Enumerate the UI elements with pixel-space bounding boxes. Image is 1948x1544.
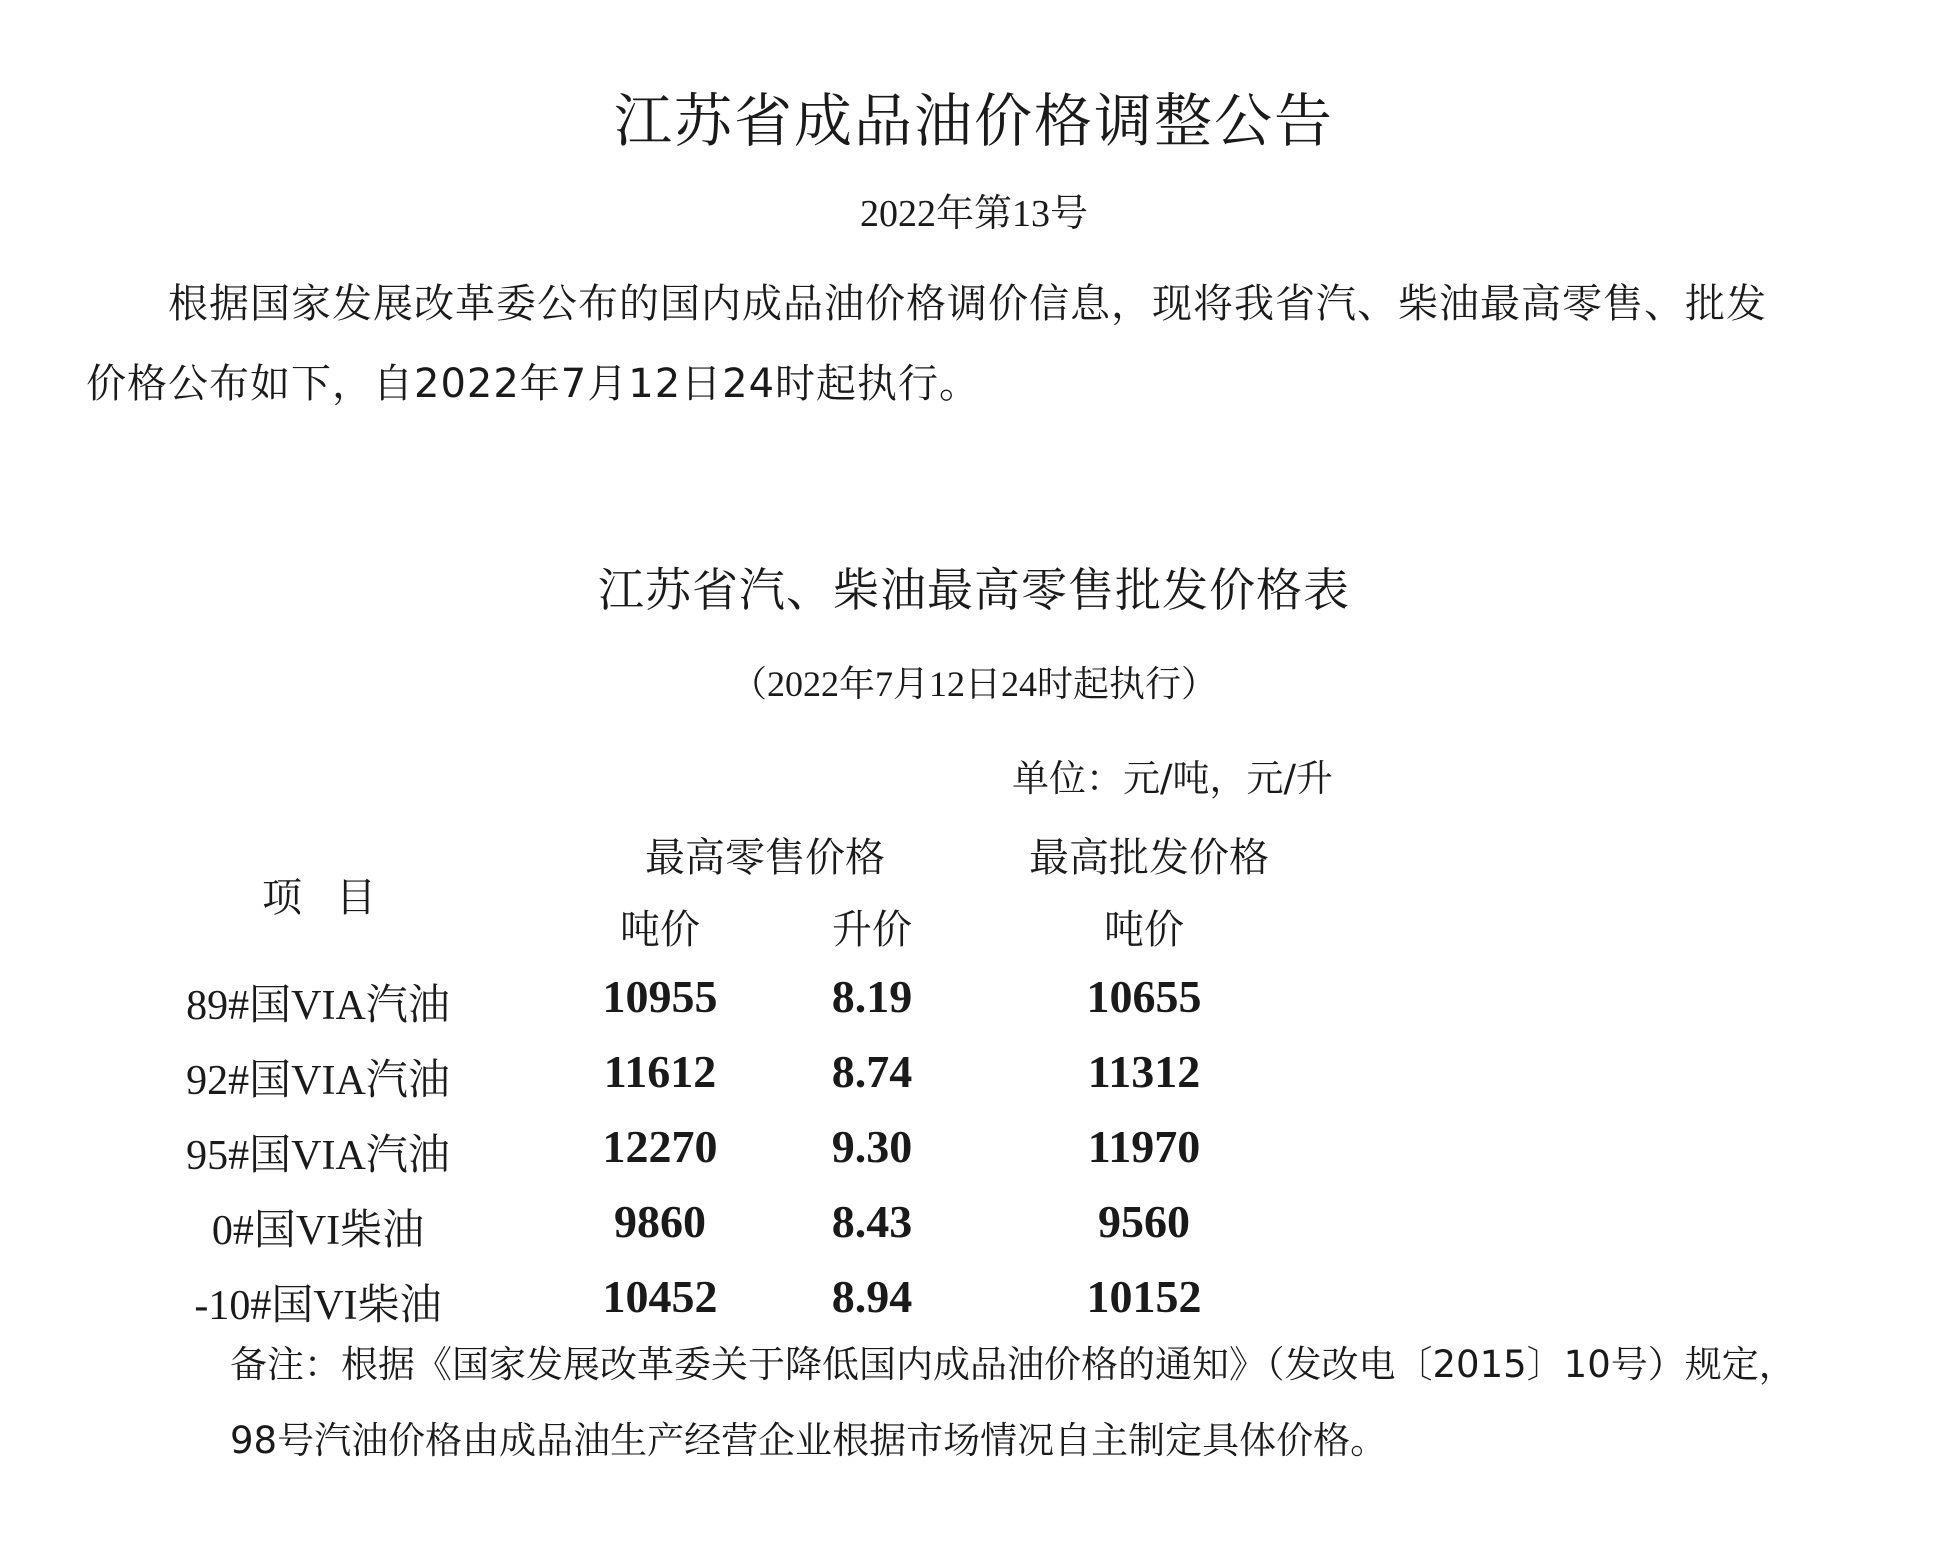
column-header-item: 项目 [262,875,410,921]
remark-line-2: 98号汽油价格由成品油生产经营企业根据市场情况自主制定具体价格。 [230,1419,1388,1462]
retail-ton-price: 9860 [614,1196,706,1247]
retail-ton-price: 11612 [603,1046,717,1097]
retail-ton-price: 10955 [602,971,718,1022]
column-header-retail-per-liter: 升价 [832,907,912,953]
fuel-name: -10#国VI柴油 [194,1283,442,1329]
remark-line-1: 备注：根据《国家发展改革委关于降低国内成品油价格的通知》（发改电〔2015〕10号）规定， [230,1343,1796,1386]
retail-liter-price: 8.19 [831,971,913,1022]
retail-ton-price: 10452 [602,1271,718,1322]
fuel-name: 89#国VIA汽油 [186,983,450,1029]
price-unit-note: 单位：元/吨，元/升 [1012,757,1333,800]
intro-paragraph-line-2: 价格公布如下，自2022年7月12日24时起执行。 [86,361,981,407]
wholesale-ton-price: 10152 [1086,1271,1202,1322]
column-header-retail-per-ton: 吨价 [620,907,700,953]
price-table-title: 江苏省汽、柴油最高零售批发价格表 [598,563,1350,617]
retail-liter-price: 9.30 [831,1121,913,1172]
price-table-effective-time: （2022年7月12日24时起执行） [730,664,1217,704]
wholesale-ton-price: 11970 [1087,1121,1201,1172]
retail-liter-price: 8.43 [831,1196,913,1247]
wholesale-ton-price: 9560 [1098,1196,1190,1247]
intro-paragraph-line-1: 根据国家发展改革委公布的国内成品油价格调价信息，现将我省汽、柴油最高零售、批发 [168,281,1767,327]
column-header-retail-price: 最高零售价格 [645,835,885,881]
wholesale-ton-price: 11312 [1087,1046,1201,1097]
wholesale-ton-price: 10655 [1086,971,1202,1022]
fuel-name: 0#国VI柴油 [211,1208,425,1254]
fuel-name: 92#国VIA汽油 [186,1058,450,1104]
document-title: 江苏省成品油价格调整公告 [613,87,1334,155]
retail-ton-price: 12270 [602,1121,718,1172]
retail-liter-price: 8.94 [831,1271,913,1322]
column-header-wholesale-per-ton: 吨价 [1104,907,1184,953]
fuel-name: 95#国VIA汽油 [186,1133,450,1179]
document-number: 2022年第13号 [859,193,1088,235]
column-header-wholesale-price: 最高批发价格 [1029,835,1269,881]
retail-liter-price: 8.74 [831,1046,913,1097]
